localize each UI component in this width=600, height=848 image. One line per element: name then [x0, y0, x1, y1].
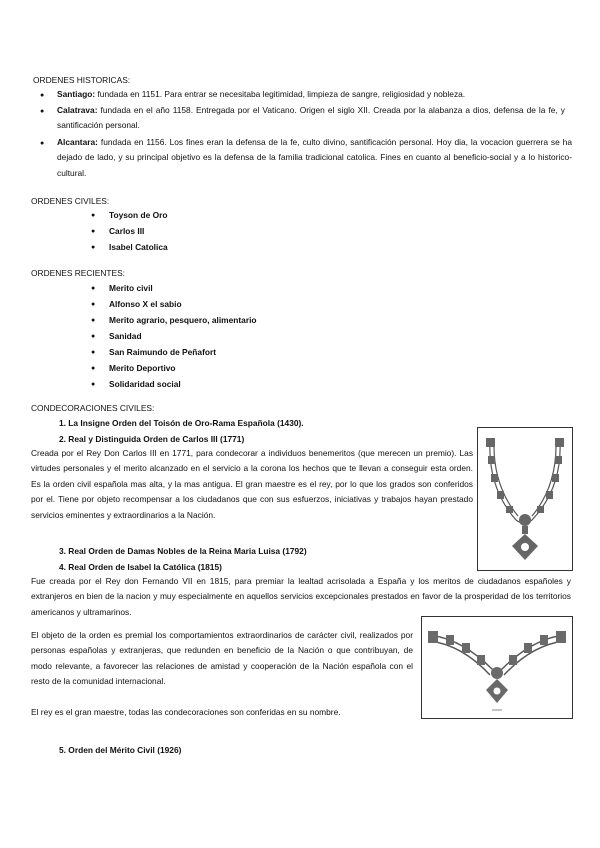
recientes-item: San Raimundo de Peñafort: [109, 347, 217, 357]
condecoraciones-heading: CONDECORACIONES CIVILES:: [31, 403, 155, 413]
recientes-heading: ORDENES RECIENTES:: [31, 268, 126, 278]
recientes-item: Solidaridad social: [109, 379, 181, 389]
carlos-iii-description: Creada por el Rey Don Carlos III en 1771, para condecorar a individuos benemeritos (que merecen un premio). Las virtudes personales y el merito alcanzado en el servicio a la corona los hechos que te llevan a conseguir esta orden. Es la orden civil española mas alta, y la mas antigua. El gran maestre es el rey, por lo que los grados son conferidos por el. Tiene por objeto recompensar a los ciudadanos que con sus esfuerzos, iniciativas y trabajos hayan prestado servicios eminentes y extraordinarios a la Nación.: [31, 448, 473, 520]
collar-icon: [478, 428, 572, 570]
recientes-item: Merito Deportivo: [109, 363, 176, 373]
civiles-heading: ORDENES CIVILES:: [31, 196, 110, 206]
civiles-item: Isabel Catolica: [109, 242, 168, 252]
historicas-item-santiago: Santiago: fundada en 1151. Para entrar se necesitaba legitimidad, limpieza de sangre, religiosidad y nobleza.: [57, 89, 466, 99]
collar-icon: [422, 617, 572, 718]
isabel-catolica-description-3: El rey es el gran maestre, todas las condecoraciones son conferidas en su nombre.: [31, 707, 341, 717]
condecoracion-carlos-iii: 2. Real y Distinguida Orden de Carlos III (1771): [59, 434, 245, 444]
isabel-catolica-description-1: Fue creada por el Rey don Fernando VII en 1815, para premiar la lealtad acrisolada a España y los meritos de ciudadanos españoles y extranjeros en bien de la nacion y muy especialmente en aquellos servicios excepcionales prestados en favor de la prosperidad de los territorios americanos y ultramarinos.: [31, 576, 571, 617]
bullet-icon: ●: [91, 244, 96, 251]
bullet-icon: ●: [40, 108, 45, 115]
isabel-catolica-description-2: El objeto de la orden es premial los comportamientos extraordinarios de carácter civil, realizados por personas españolas y extranjeras, que redunden en beneficio de la Nación o que contribuyan, de modo relevante, a favorecer las relaciones de amistad y cooperación de la Nación española con el resto de la comunidad internacional.: [31, 630, 413, 687]
bullet-icon: ●: [91, 365, 96, 372]
bullet-icon: ●: [91, 301, 96, 308]
recientes-item: Sanidad: [109, 331, 142, 341]
collar-carlos-iii-image: [477, 427, 573, 571]
civiles-item: Toyson de Oro: [109, 210, 168, 220]
condecoracion-isabel-catolica: 4. Real Orden de Isabel la Católica (1815): [59, 562, 222, 572]
historicas-item-alcantara: Alcantara: fundada en 1156. Los fines eran la defensa de la fe, culto divino, santificación personal. Hoy dia, la vocacion guerrera se ha dejado de lado, y su principal objetivo es la defensa de la familia tradicional catolica. Fines en cuanto al beneficio-social y a lo historico-cultural.: [57, 137, 572, 178]
bullet-icon: ●: [91, 317, 96, 324]
civiles-item: Carlos III: [109, 226, 145, 236]
bullet-icon: ●: [40, 92, 45, 99]
bullet-icon: ●: [40, 140, 45, 147]
collar-isabel-catolica-image: [421, 616, 573, 719]
condecoracion-toison: 1. La Insigne Orden del Toisón de Oro-Rama Española (1430).: [59, 418, 304, 428]
bullet-icon: ●: [91, 381, 96, 388]
bullet-icon: ●: [91, 349, 96, 356]
historicas-item-calatrava: Calatrava: fundada en el año 1158. Entregada por el Vaticano. Origen el siglo XII. Creada por la alabanza a dios, defensa de la fe, y santificación personal.: [57, 105, 565, 131]
recientes-item: Alfonso X el sabio: [109, 299, 182, 309]
bullet-icon: ●: [91, 333, 96, 340]
historicas-heading: ORDENES HISTORICAS:: [33, 75, 131, 85]
recientes-item: Merito civil: [109, 283, 153, 293]
bullet-icon: ●: [91, 212, 96, 219]
bullet-icon: ●: [91, 228, 96, 235]
condecoracion-merito-civil: 5. Orden del Mérito Civil (1926): [59, 745, 182, 755]
bullet-icon: ●: [91, 285, 96, 292]
condecoracion-damas-nobles: 3. Real Orden de Damas Nobles de la Reina Maria Luisa (1792): [59, 546, 307, 556]
recientes-item: Merito agrario, pesquero, alimentario: [109, 315, 257, 325]
